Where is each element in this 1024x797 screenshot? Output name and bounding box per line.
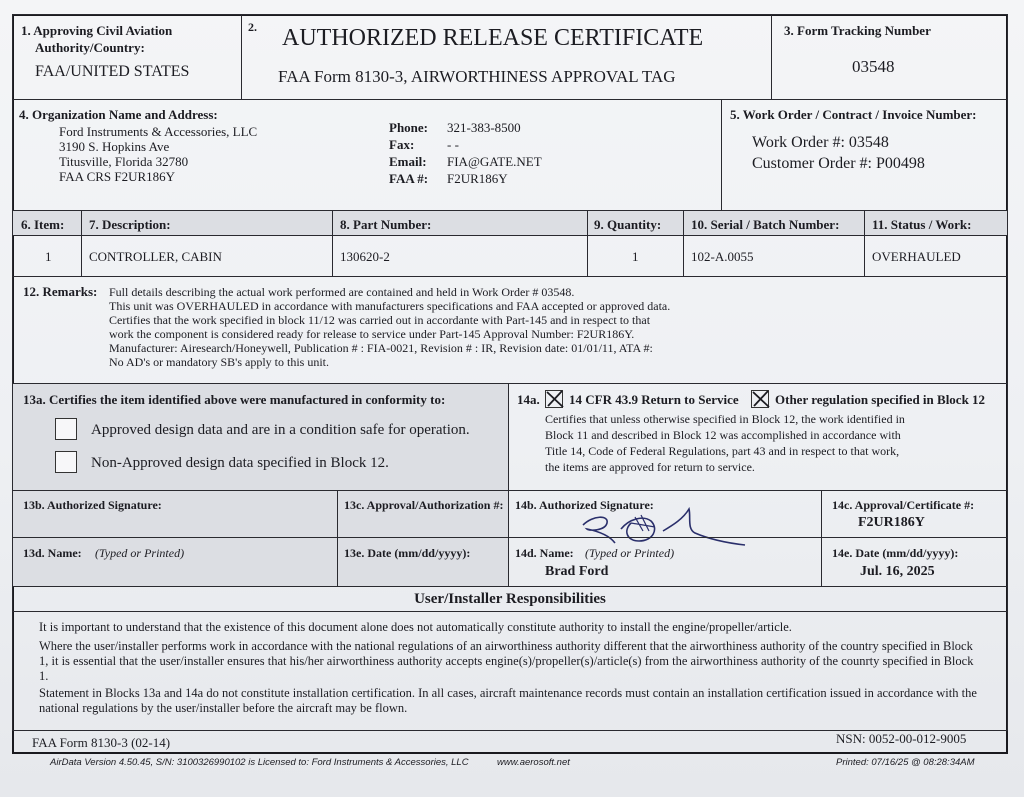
certificate-title: AUTHORIZED RELEASE CERTIFICATE [282, 25, 704, 51]
org-line-3: Titusville, Florida 32780 [59, 154, 189, 169]
phone-label: Phone: [389, 120, 428, 135]
block-13b-label: 13b. Authorized Signature: [23, 498, 162, 512]
part-number-cell [332, 235, 588, 277]
col-status-label: 11. Status / Work: [872, 217, 972, 232]
authorization-date: Jul. 16, 2025 [860, 564, 935, 579]
block-13a [12, 383, 509, 491]
block-2 [241, 14, 772, 100]
block-14a-text-2: Block 11 and described in Block 12 was accomplished in accordance with [545, 428, 901, 442]
block-14e-label: 14e. Date (mm/dd/yyyy): [832, 546, 959, 560]
remarks-line-6: No AD's or mandatory SB's apply to this unit. [109, 355, 329, 369]
block-13e [337, 537, 509, 587]
block-1 [12, 14, 242, 100]
org-line-1: Ford Instruments & Accessories, LLC [59, 124, 258, 139]
col-part-header [332, 210, 588, 236]
fax-value: - - [447, 137, 459, 152]
block-3 [771, 14, 1008, 100]
col-quantity-header [587, 210, 684, 236]
block-14a-text-1: Certifies that unless otherwise specified in Block 12, the work identified in [545, 412, 905, 426]
col-part-label: 8. Part Number: [340, 217, 432, 232]
block-12-remarks [12, 276, 1008, 384]
serial-value: 102-A.0055 [691, 249, 754, 264]
col-status-header [864, 210, 1008, 236]
block-13d [12, 537, 338, 587]
block-14c-label: 14c. Approval/Certificate #: [832, 498, 975, 512]
responsibilities-header [12, 586, 1008, 612]
item-value: 1 [45, 249, 52, 264]
form-identifier: FAA Form 8130-3 (02-14) [32, 735, 171, 750]
block-14a [508, 383, 1008, 491]
block-4 [12, 99, 722, 211]
block-13b [12, 490, 338, 538]
remarks-line-2: This unit was OVERHAULED in accordance with manufacturers specifications and FAA accepted or approved data. [109, 299, 671, 313]
form-tracking-number: 03548 [852, 57, 895, 76]
status-value: OVERHAULED [872, 249, 961, 264]
certificate-subtitle: FAA Form 8130-3, AIRWORTHINESS APPROVAL TAG [278, 67, 676, 86]
other-regulation-checkbox[interactable] [751, 390, 769, 408]
email-label: Email: [389, 154, 427, 169]
airdata-license: AirData Version 4.50.45, S/N: 3100326990102 is Licensed to: Ford Instruments & Accessories, LLC [50, 757, 469, 768]
org-line-4: FAA CRS F2UR186Y [59, 169, 176, 184]
check-x-icon [750, 388, 772, 410]
quantity-value: 1 [632, 249, 639, 264]
block-2-label: 2. [248, 20, 257, 34]
faa-value: F2UR186Y [447, 171, 508, 186]
check-x-icon [544, 388, 566, 410]
block-5-label: 5. Work Order / Contract / Invoice Number: [730, 107, 977, 122]
block-1-label: 1. Approving Civil Aviation [21, 23, 173, 38]
description-cell [81, 235, 333, 277]
block-14b [508, 490, 822, 538]
printed-timestamp: Printed: 07/16/25 @ 08:28:34AM [836, 757, 975, 768]
block-14a-text-4: the items are approved for return to service. [545, 460, 755, 474]
block-4-label: 4. Organization Name and Address: [19, 107, 218, 122]
return-to-service-label: 14 CFR 43.9 Return to Service [569, 392, 739, 407]
non-approved-design-label: Non-Approved design data specified in Block 12. [91, 455, 389, 471]
block-13c-label: 13c. Approval/Authorization #: [344, 498, 504, 512]
email-value: FIA@GATE.NET [447, 154, 542, 169]
org-line-2: 3190 S. Hopkins Ave [59, 139, 170, 154]
serial-cell [683, 235, 865, 277]
approving-authority: FAA/UNITED STATES [35, 63, 190, 80]
block-3-label: 3. Form Tracking Number [784, 23, 931, 38]
block-13e-label: 13e. Date (mm/dd/yyyy): [344, 546, 471, 560]
quantity-cell [587, 235, 684, 277]
phone-value: 321-383-8500 [447, 120, 521, 135]
block-14d-label: 14d. Name: [515, 546, 574, 560]
other-regulation-label: Other regulation specified in Block 12 [775, 392, 986, 407]
remarks-line-1: Full details describing the actual work performed are contained and held in Work Order # 03548. [109, 285, 575, 299]
block-5 [721, 99, 1008, 211]
authorized-name: Brad Ford [545, 564, 609, 579]
block-14a-text-3: Title 14, Code of Federal Regulations, part 43 and in respect to that work, [545, 444, 900, 458]
website-link[interactable]: www.aerosoft.net [497, 757, 570, 768]
col-quantity-label: 9. Quantity: [594, 217, 662, 232]
faa-label: FAA #: [389, 171, 429, 186]
remarks-label: 12. Remarks: [23, 284, 98, 299]
non-approved-design-checkbox[interactable] [55, 451, 77, 473]
responsibilities-paragraph-3: Statement in Blocks 13a and 14a do not constitute installation certification. In all cases, aircraft maintenance records must contain an installation certification issued in accordance with the national regulations by the user/installer before the aircraft may be flown. [39, 686, 977, 715]
approved-design-checkbox[interactable] [55, 418, 77, 440]
block-13d-note: (Typed or Printed) [95, 546, 185, 560]
work-order-number: Work Order #: 03548 [752, 134, 889, 151]
remarks-line-4: work the component is considered ready for release to service under Part-145 Approval Number: F2UR186Y. [109, 327, 635, 341]
customer-order-number: Customer Order #: P00498 [752, 155, 925, 172]
block-13c [337, 490, 509, 538]
col-description-label: 7. Description: [89, 217, 171, 232]
approval-certificate-number: F2UR186Y [858, 515, 925, 530]
block-14a-label: 14a. [517, 392, 540, 407]
col-description-header [81, 210, 333, 236]
nsn-number: NSN: 0052-00-012-9005 [836, 731, 967, 746]
col-item-header [12, 210, 82, 236]
block-13a-label: 13a. Certifies the item identified above were manufactured in conformity to: [23, 392, 446, 407]
remarks-line-3: Certifies that the work specified in block 11/12 was carried out in accordante with Part-145 and in respect to that [109, 313, 651, 327]
responsibilities-paragraph-2: Where the user/installer performs work in accordance with the national regulations of an airworthiness authority different that the airworthiness authority of the country specified in Block 1, it is essential that the user/installer ensures that his/her airworthiness authority accepts engine(s)/propeller(s)/article(s) from the airworthiness authority of the counrty specified in Block 1. [39, 639, 974, 683]
block-14d [508, 537, 822, 587]
description-value: CONTROLLER, CABIN [89, 249, 222, 264]
col-serial-header [683, 210, 865, 236]
part-number-value: 130620-2 [340, 249, 390, 264]
col-serial-label: 10. Serial / Batch Number: [691, 217, 840, 232]
block-14b-label: 14b. Authorized Signature: [515, 498, 654, 512]
block-14c [821, 490, 1008, 538]
block-14d-note: (Typed or Printed) [585, 546, 675, 560]
responsibilities-title: User/Installer Responsibilities [414, 591, 606, 607]
block-13d-label: 13d. Name: [23, 546, 82, 560]
col-item-label: 6. Item: [21, 217, 65, 232]
responsibilities-body [12, 611, 1008, 731]
item-cell [12, 235, 82, 277]
remarks-line-5: Manufacturer: Airesearch/Honeywell, Publication # : FIA-0021, Revision # : IR, Revision date: 01/01/11, ATA #: [109, 341, 653, 355]
block-1-label-2: Authority/Country: [35, 40, 145, 55]
fax-label: Fax: [389, 137, 415, 152]
responsibilities-paragraph-1: It is important to understand that the existence of this document alone does not automatically constitute authority to install the engine/propeller/article. [39, 620, 792, 634]
block-14e [821, 537, 1008, 587]
status-cell [864, 235, 1008, 277]
return-to-service-checkbox[interactable] [545, 390, 563, 408]
approved-design-label: Approved design data and are in a condition safe for operation. [91, 422, 470, 438]
